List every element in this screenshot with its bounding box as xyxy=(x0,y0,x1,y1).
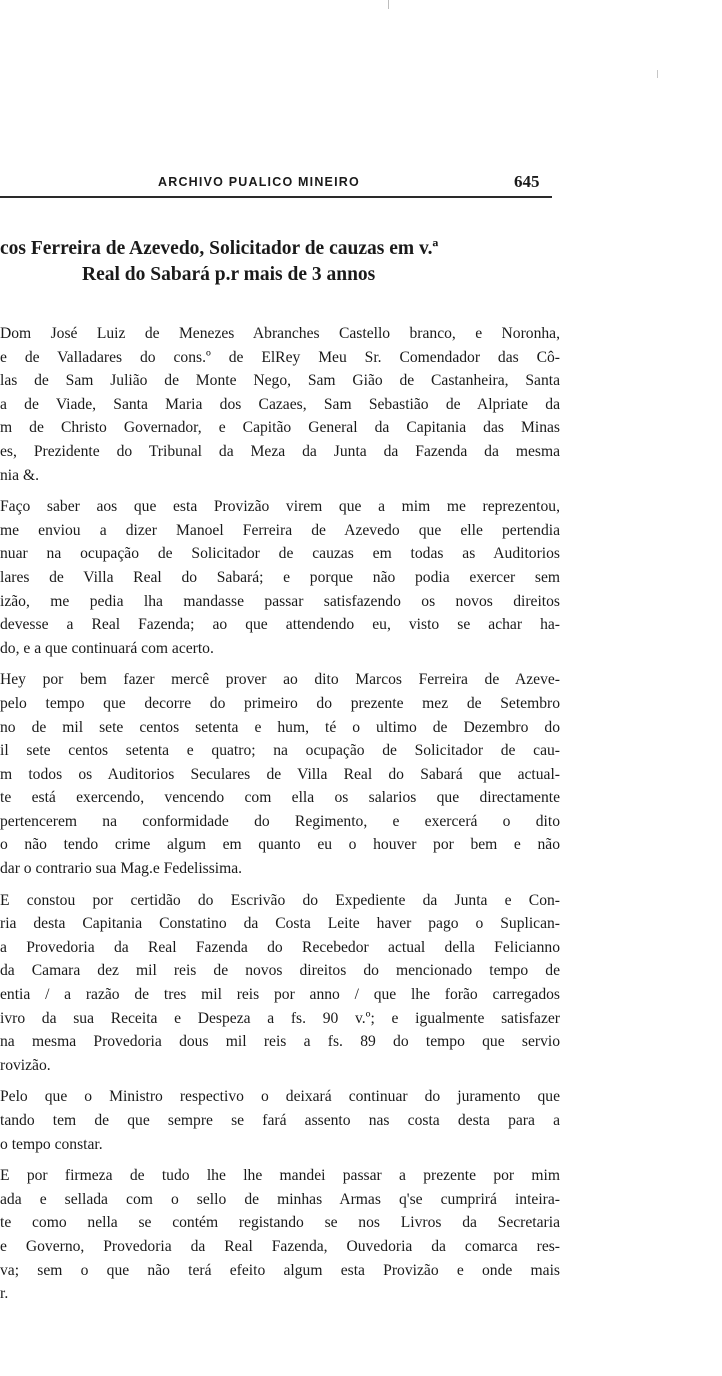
text-line: e Governo, Provedoria da Real Fazenda, Ouvedoria da comarca res- xyxy=(0,1237,560,1255)
text-line: o não tendo crime algum em quanto eu o houver por bem e não xyxy=(0,836,560,854)
scan-artifact-mark xyxy=(657,70,658,78)
text-line: nuar na ocupação de Solicitador de cauzas em todas as Auditorios xyxy=(0,545,560,563)
paragraph xyxy=(0,668,560,880)
text-line: r. xyxy=(0,1285,9,1303)
text-line: rovizão. xyxy=(0,1056,51,1074)
text-line: lares de Villa Real do Sabará; e porque não podia exercer sem xyxy=(0,568,560,586)
header-rule xyxy=(0,196,552,198)
title-line: cos Ferreira de Azevedo, Solicitador de cauzas em v.ª xyxy=(0,238,439,259)
page-number: 645 xyxy=(514,172,540,191)
text-line: me enviou a dizer Manoel Ferreira de Azevedo que elle pertendia xyxy=(0,521,560,539)
text-line: m de Christo Governador, e Capitão General da Capitania das Minas xyxy=(0,419,560,437)
text-line: do, e a que continuará com acerto. xyxy=(0,639,214,657)
paragraph xyxy=(0,889,560,1078)
text-line: pertencerem na conformidade do Regimento, e exercerá o dito xyxy=(0,812,560,830)
text-line: da Camara dez mil reis de novos direitos do mencionado tempo de xyxy=(0,962,560,980)
text-line: E constou por certidão do Escrivão do Expediente da Junta e Con- xyxy=(0,891,560,909)
text-line: va; sem o que não terá efeito algum esta Provizão e onde mais xyxy=(0,1261,560,1279)
text-line: a de Viade, Santa Maria dos Cazaes, Sam Sebastião de Alpriate da xyxy=(0,395,560,413)
text-line: izão, me pedia lha mandasse passar satisfazendo os novos direitos xyxy=(0,592,560,610)
text-line: il sete centos setenta e quatro; na ocupação de Solicitador de cau- xyxy=(0,742,560,760)
body-text xyxy=(0,322,560,1314)
text-line: dar o contrario sua Mag.e Fedelissima. xyxy=(0,860,243,878)
text-line: tando tem de que sempre se fará assento nas costa desta para a xyxy=(0,1112,560,1129)
paragraph xyxy=(0,495,560,660)
text-line: no de mil sete centos setenta e hum, té o ultimo de Dezembro do xyxy=(0,718,560,736)
text-line: entia / a razão de tres mil reis por anno / que lhe forão carregados xyxy=(0,986,560,1004)
text-line: a Provedoria da Real Fazenda do Recebedor actual della Felicianno xyxy=(0,938,560,956)
document-title xyxy=(0,236,560,288)
text-line: Faço saber aos que esta Provizão virem que a mim me reprezentou, xyxy=(0,498,560,516)
text-line: las de Sam Julião de Monte Nego, Sam Gião de Castanheira, Santa xyxy=(0,372,560,390)
page-header xyxy=(0,172,552,196)
text-line: e de Valladares do cons.º de ElRey Meu Sr. Comendador das Cô- xyxy=(0,348,560,366)
text-line: te como nella se contém registando se nos Livros da Secretaria xyxy=(0,1214,560,1232)
text-line: devesse a Real Fazenda; ao que attendendo eu, visto se achar ha- xyxy=(0,616,560,634)
title-line: Real do Sabará p.r mais de 3 annos xyxy=(82,264,376,285)
text-line: Pelo que o Ministro respectivo o deixará continuar do juramento que xyxy=(0,1088,560,1106)
text-line: ada e sellada com o sello de minhas Armas q'se cumprirá inteira- xyxy=(0,1190,560,1208)
paragraph xyxy=(0,1085,560,1156)
text-line: Hey por bem fazer mercê prover ao dito Marcos Ferreira de Azeve- xyxy=(0,671,560,689)
text-line: te está exercendo, vencendo com ella os salarios que directamente xyxy=(0,789,560,807)
paragraph xyxy=(0,1164,560,1306)
text-line: nia &. xyxy=(0,466,39,484)
scan-artifact-mark xyxy=(388,0,389,9)
text-line: es, Prezidente do Tribunal da Meza da Junta da Fazenda da mesma xyxy=(0,442,560,460)
text-line: ria desta Capitania Constatino da Costa Leite haver pago o Suplican- xyxy=(0,915,560,933)
text-line: Dom José Luiz de Menezes Abranches Castello branco, e Noronha, xyxy=(0,325,560,342)
text-line: m todos os Auditorios Seculares de Villa Real do Sabará que actual- xyxy=(0,765,560,783)
text-line: pelo tempo que decorre do primeiro do prezente mez de Setembro xyxy=(0,694,560,712)
text-line: E por firmeza de tudo lhe lhe mandei passar a prezente por mim xyxy=(0,1167,560,1185)
text-line: ivro da sua Receita e Despeza a fs. 90 v.º; e igualmente satisfazer xyxy=(0,1009,560,1027)
paragraph xyxy=(0,322,560,487)
running-title: ARCHIVO PUALICO MINEIRO xyxy=(158,175,360,189)
text-line: na mesma Provedoria dous mil reis a fs. 89 do tempo que servio xyxy=(0,1033,560,1051)
text-line: o tempo constar. xyxy=(0,1135,103,1153)
